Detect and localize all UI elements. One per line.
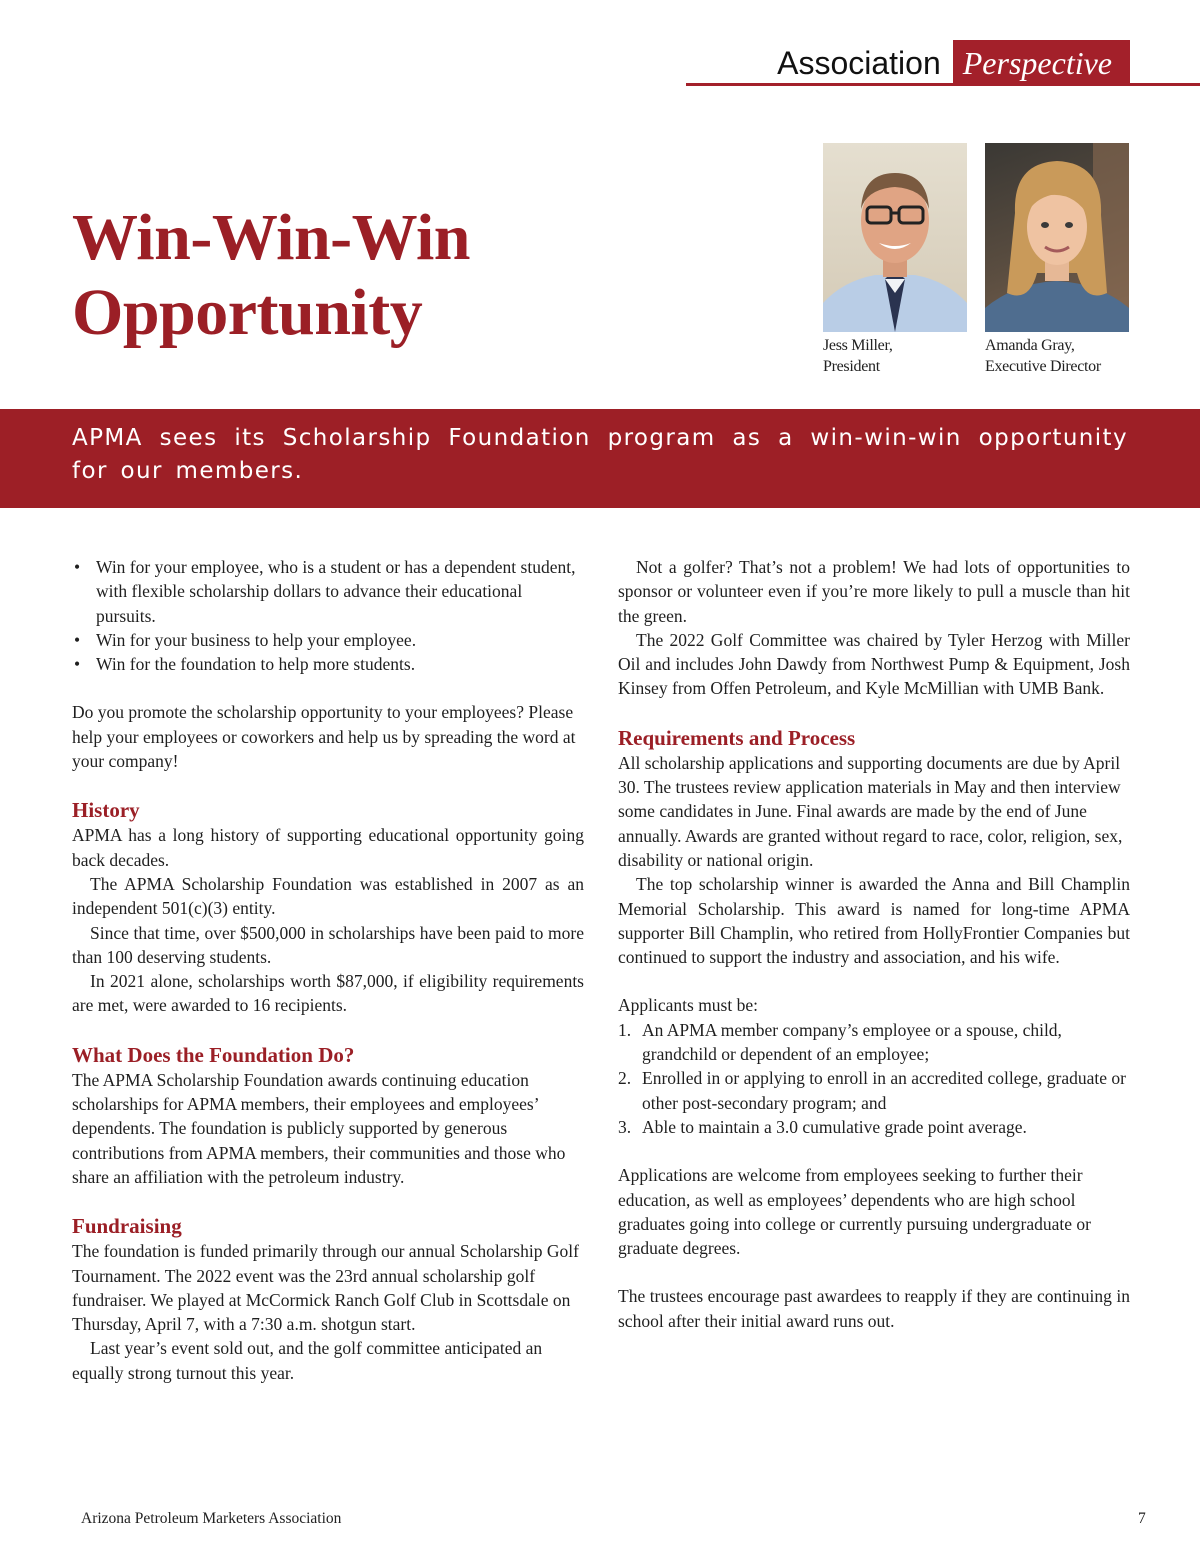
history-paragraph: In 2021 alone, scholarships worth $87,000, if eligibility requirements are met, were awarded to 16 recipients. [72, 971, 584, 1016]
requirements-heading: Requirements and Process [618, 725, 856, 750]
portrait-jess-miller [823, 143, 967, 332]
list-item [618, 1066, 1130, 1115]
foundation-paragraph: The APMA Scholarship Foundation awards continuing education scholarships for APMA members, their employees and employees’ dependents. The foundation is publicly supported by generous contributions from APMA members, their communities and those who share an affiliation with the petroleum industry. [72, 1069, 566, 1187]
footer-publication: Arizona Petroleum Marketers Association [81, 1510, 342, 1527]
fundraising-heading: Fundraising [72, 1214, 182, 1239]
caption-name: Jess Miller, [823, 337, 893, 354]
header-tag: Perspective [953, 40, 1130, 84]
applicants-list [618, 1018, 1130, 1139]
right-column [618, 555, 1130, 1333]
list-item: • Win for the foundation to help more students. [72, 652, 584, 676]
list-number: 3. [618, 1116, 632, 1137]
list-number: 1. [618, 1019, 632, 1040]
requirements-paragraph: The top scholarship winner is awarded the Anna and Bill Champlin Memorial Scholarship. This award is named for long-time APMA supporter Bill Champlin, who retired from HollyFrontier Companies but continued to support the industry and association, and his wife. [618, 874, 1130, 968]
list-item [618, 1018, 1130, 1067]
list-item: • Win for your business to help your employee. [72, 628, 584, 652]
promo-paragraph: Do you promote the scholarship opportunity to your employees? Please help your employees or coworkers and help us by spreading the word at your company! [72, 702, 576, 772]
caption-role: President [823, 358, 880, 375]
list-text: An APMA member company’s employee or a spouse, child, grandchild or dependent of an employee; [642, 1019, 1062, 1065]
title-line-2: Opportunity [72, 276, 423, 349]
welcome-paragraph: Applications are welcome from employees seeking to further their education, as well as employees’ dependents who are high school graduates going into college or currently pursuing undergraduate or graduate degrees. [618, 1165, 1092, 1259]
page-number: 7 [1138, 1510, 1146, 1527]
history-paragraph: Since that time, over $500,000 in scholarships have been paid to more than 100 deserving students. [72, 922, 584, 967]
list-item: • Win for your employee, who is a student or has a dependent student, with flexible scholarship dollars to advance their educational pursuits. [72, 555, 584, 628]
header-rule [686, 83, 1200, 86]
list-text: Able to maintain a 3.0 cumulative grade point average. [642, 1116, 1027, 1137]
list-number: 2. [618, 1068, 632, 1089]
reapply-paragraph: The trustees encourage past awardees to reapply if they are continuing in school after their initial award runs out. [618, 1286, 1130, 1331]
golf-paragraph: Not a golfer? That’s not a problem! We had lots of opportunities to sponsor or volunteer even if you’re more likely to pull a muscle than hit the green. [618, 557, 1130, 626]
history-paragraph: APMA has a long history of supporting educational opportunity going back decades. [72, 825, 584, 870]
history-heading: History [72, 798, 140, 823]
header-word: Association [777, 45, 941, 81]
fundraising-paragraph: Last year’s event sold out, and the golf committee anticipated an equally strong turnout this year. [72, 1338, 543, 1383]
caption-name: Amanda Gray, [985, 337, 1075, 354]
requirements-paragraph: All scholarship applications and supporting documents are due by April 30. The trustees review application materials in May and then interview some candidates in June. Final awards are made by the end of June annually. Awards are granted without regard to race, color, religion, sex, disability or national origin. [618, 752, 1123, 870]
golf-paragraph: The 2022 Golf Committee was chaired by Tyler Herzog with Miller Oil and includes John Dawdy from Northwest Pump & Equipment, Josh Kinsey from Offen Petroleum, and Kyle McMillian with UMB Bank. [618, 629, 1130, 699]
banner-text: APMA sees its Scholarship Foundation program as a win-win-win opportunity for our members. [72, 425, 1128, 484]
left-column [72, 555, 584, 1385]
win-list [72, 555, 584, 676]
caption-jess-miller [823, 335, 893, 377]
intro-banner [0, 409, 1200, 508]
portrait-amanda-gray [985, 143, 1129, 332]
caption-role: Executive Director [985, 358, 1101, 375]
history-paragraph: The APMA Scholarship Foundation was established in 2007 as an independent 501(c)(3) entity. [72, 873, 584, 919]
applicants-intro: Applicants must be: [618, 995, 758, 1016]
title-line-1: Win-Win-Win [72, 201, 471, 274]
section-header [777, 40, 1130, 84]
list-item [618, 1115, 1130, 1139]
caption-amanda-gray [985, 335, 1101, 377]
page-title [72, 200, 470, 350]
list-text: Enrolled in or applying to enroll in an accredited college, graduate or other post-secondary program; and [642, 1068, 1126, 1113]
fundraising-paragraph: The foundation is funded primarily through our annual Scholarship Golf Tournament. The 2022 event was the 23rd annual scholarship golf fundraiser. We played at McCormick Ranch Golf Club in Scottsdale on Thursday, April 7, with a 7:30 a.m. shotgun start. [72, 1241, 579, 1335]
foundation-heading: What Does the Foundation Do? [72, 1042, 355, 1067]
